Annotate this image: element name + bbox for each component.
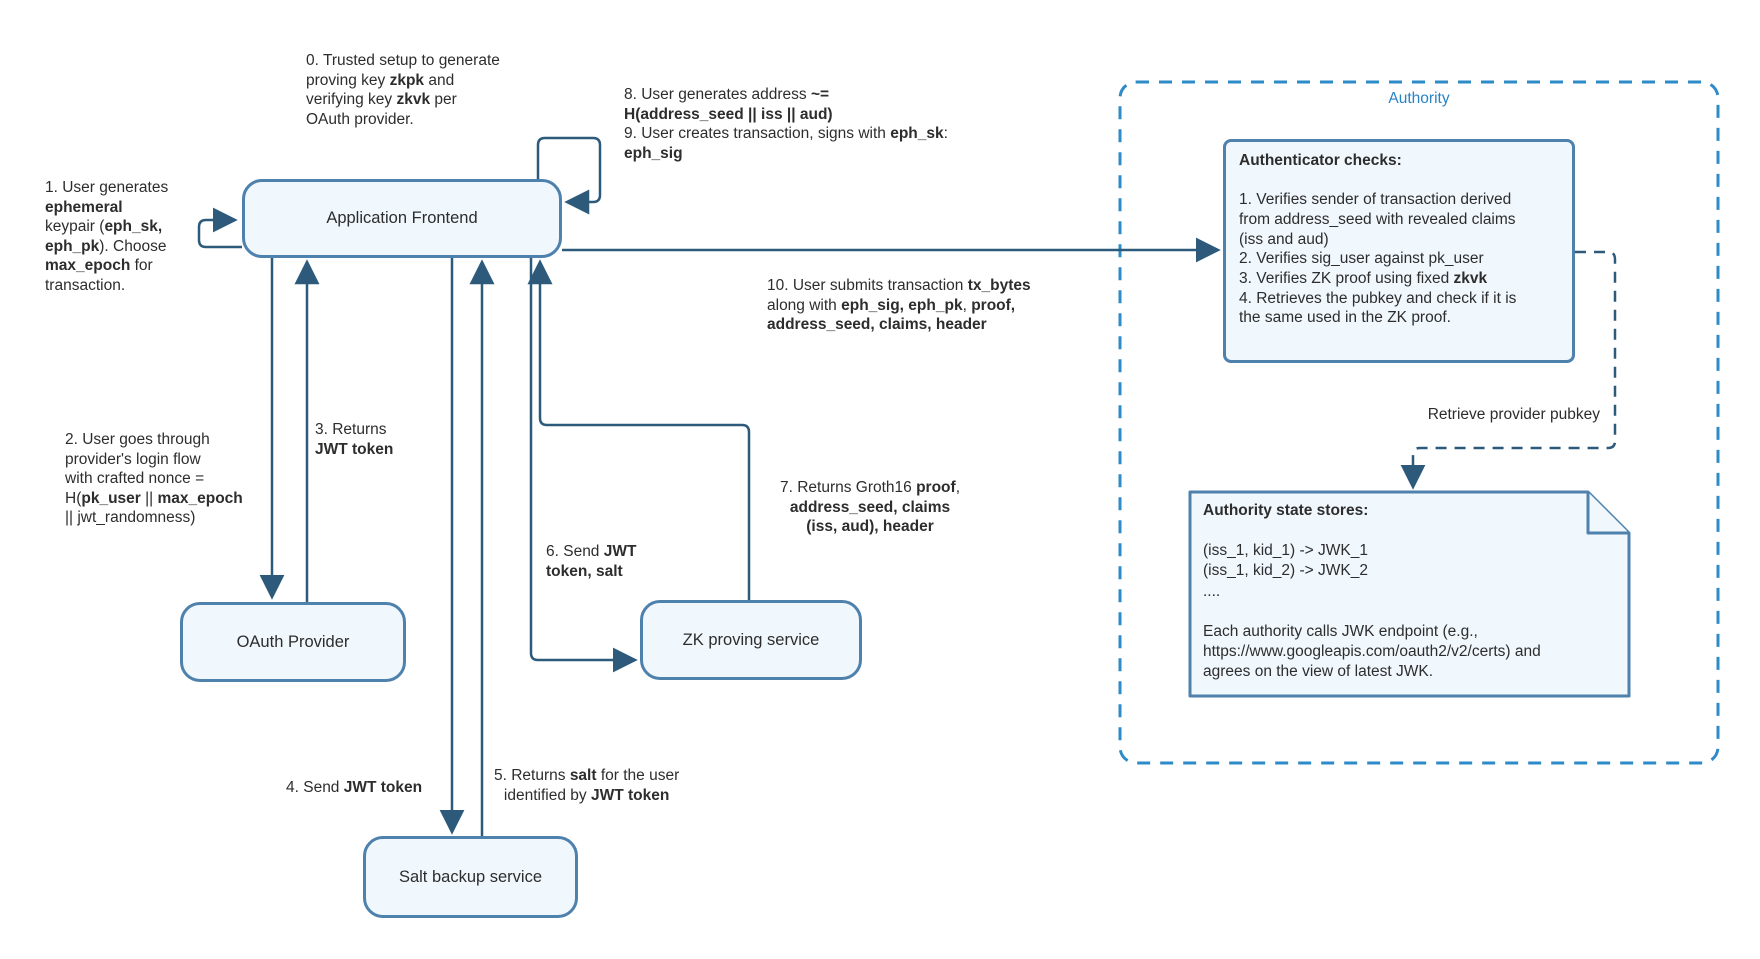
authority-container-label: Authority	[1388, 90, 1450, 107]
step2-label: 2. User goes through provider's login flow with crafted nonce = H(pk_user || max_epoch || jwt_randomness)	[65, 431, 243, 527]
step10-label: 10. User submits transaction tx_bytes along with eph_sig, eph_pk, proof, address_seed, claims, header	[767, 277, 1031, 334]
step4-label: 4. Send JWT token	[286, 779, 423, 796]
arrow-step1-self-loop	[199, 220, 242, 247]
arrow-step6-send-jwt-salt	[531, 258, 637, 660]
authority-state-store-text: Authority state stores: (iss_1, kid_1) -> JWK_1 (iss_1, kid_2) -> JWK_2 .... Each authority calls JWK endpoint (e.g., https://www.googleapis.com/oauth2/v2/certs) and agrees on the view of latest JWK.	[1203, 502, 1541, 681]
authenticator-checks-panel: Authenticator checks: 1. Verifies sender of transaction derived from address_seed with revealed claims (iss and aud) 2. Verifies sig_user against pk_user 3. Verifies ZK proof using fixed zkvk 4. Retrieves the pubkey and check if it is the same used in the ZK proof.	[1223, 139, 1575, 363]
application-frontend-label: Application Frontend	[326, 209, 478, 227]
step0-label: 0. Trusted setup to generate proving key zkpk and verifying key zkvk per OAuth provider.	[306, 52, 500, 128]
step8-9-label: 8. User generates address ~= H(address_seed || iss || aud) 9. User creates transaction, signs with eph_sk: eph_sig	[624, 86, 948, 162]
step7-label: 7. Returns Groth16 proof, address_seed, claims (iss, aud), header	[779, 479, 961, 536]
step1-label: 1. User generates ephemeral keypair (eph_sk, eph_pk). Choose max_epoch for transaction.	[45, 179, 169, 294]
salt-backup-service-label: Salt backup service	[398, 867, 543, 886]
oauth-provider-label: OAuth Provider	[236, 632, 350, 651]
step6-label: 6. Send JWT token, salt	[546, 543, 637, 580]
node-oauth-provider	[180, 602, 406, 682]
node-zk-proving-service	[640, 600, 862, 680]
node-salt-backup-service	[363, 836, 578, 918]
step3-label: 3. Returns JWT token	[315, 421, 394, 458]
step5-label: 5. Returns salt for the user identified by JWT token	[494, 767, 680, 804]
node-application-frontend	[242, 179, 562, 258]
retrieve-pubkey-label: Retrieve provider pubkey	[1427, 406, 1600, 423]
zk-proving-service-label: ZK proving service	[682, 630, 820, 649]
